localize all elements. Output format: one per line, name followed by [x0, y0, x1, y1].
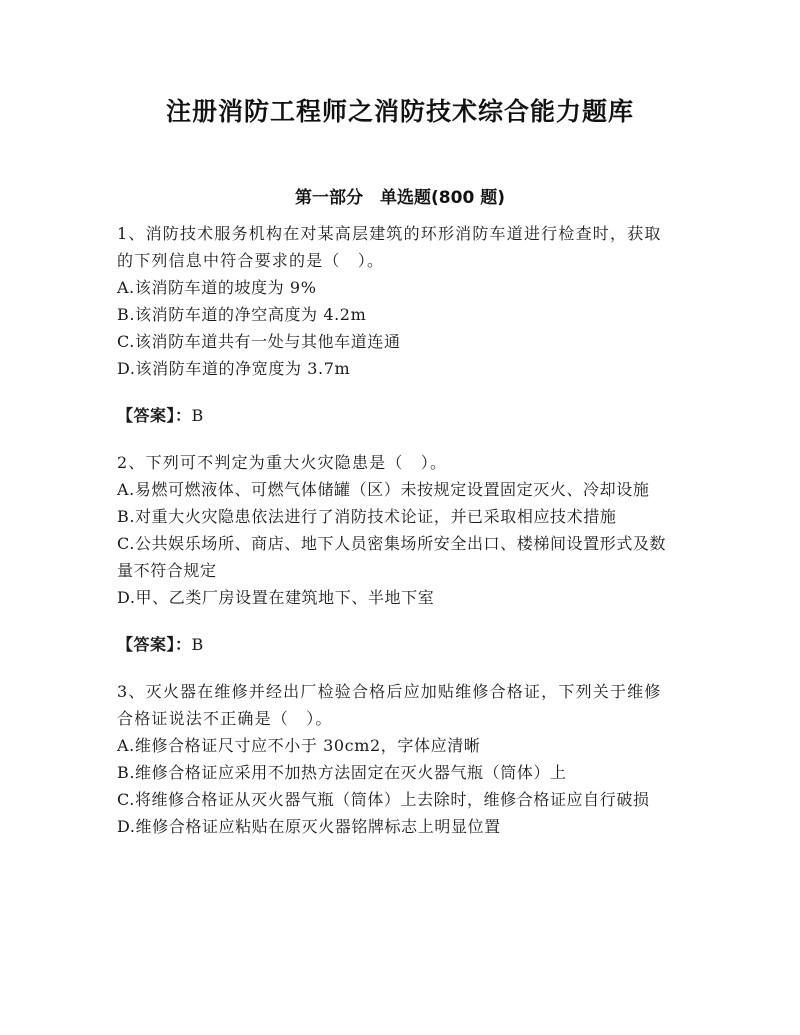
option-b: B.该消防车道的净空高度为 4.2m [117, 305, 367, 324]
document-title: 注册消防工程师之消防技术综合能力题库 [165, 97, 634, 126]
option-d: D.该消防车道的净宽度为 3.7m [117, 359, 351, 378]
question-stem: 3、灭火器在维修并经出厂检验合格后应加贴维修合格证，下列关于维修合格证说法不正确是（ ）。 [117, 682, 662, 728]
option-d: D.甲、乙类厂房设置在建筑地下、半地下室 [117, 588, 435, 607]
option-c: C.将维修合格证从灭火器气瓶（筒体）上去除时，维修合格证应自行破损 [117, 790, 650, 809]
question-stem: 1、消防技术服务机构在对某高层建筑的环形消防车道进行检查时，获取的下列信息中符合要求的是（ ）。 [117, 224, 662, 270]
option-d: D.维修合格证应粘贴在原灭火器铭牌标志上明显位置 [117, 817, 501, 836]
answer-2 [117, 631, 677, 658]
option-b: B.对重大火灾隐患依法进行了消防技术论证，并已采取相应技术措施 [117, 507, 617, 526]
question-2 [117, 449, 677, 611]
option-c: C.公共娱乐场所、商店、地下人员密集场所安全出口、楼梯间设置形式及数量不符合规定 [117, 534, 667, 580]
question-1 [117, 220, 677, 382]
answer-label: 【答案】： [117, 635, 192, 654]
question-3 [117, 678, 677, 840]
answer-label: 【答案】： [117, 406, 192, 425]
question-stem: 2、下列可不判定为重大火灾隐患是（ ）。 [117, 453, 448, 472]
option-b: B.维修合格证应采用不加热方法固定在灭火器气瓶（筒体）上 [117, 763, 567, 782]
option-c: C.该消防车道共有一处与其他车道连通 [117, 332, 401, 351]
answer-value: B [191, 406, 204, 425]
option-a: A.易燃可燃液体、可燃气体储罐（区）未按规定设置固定灭火、冷却设施 [117, 480, 650, 499]
answer-value: B [191, 635, 204, 654]
option-a: A.该消防车道的坡度为 9% [117, 278, 317, 297]
section-title: 第一部分 单选题(800 题) [295, 188, 505, 208]
answer-1 [117, 402, 677, 429]
question-list [117, 220, 677, 840]
option-a: A.维修合格证尺寸应不小于 30cm2，字体应清晰 [117, 736, 481, 755]
